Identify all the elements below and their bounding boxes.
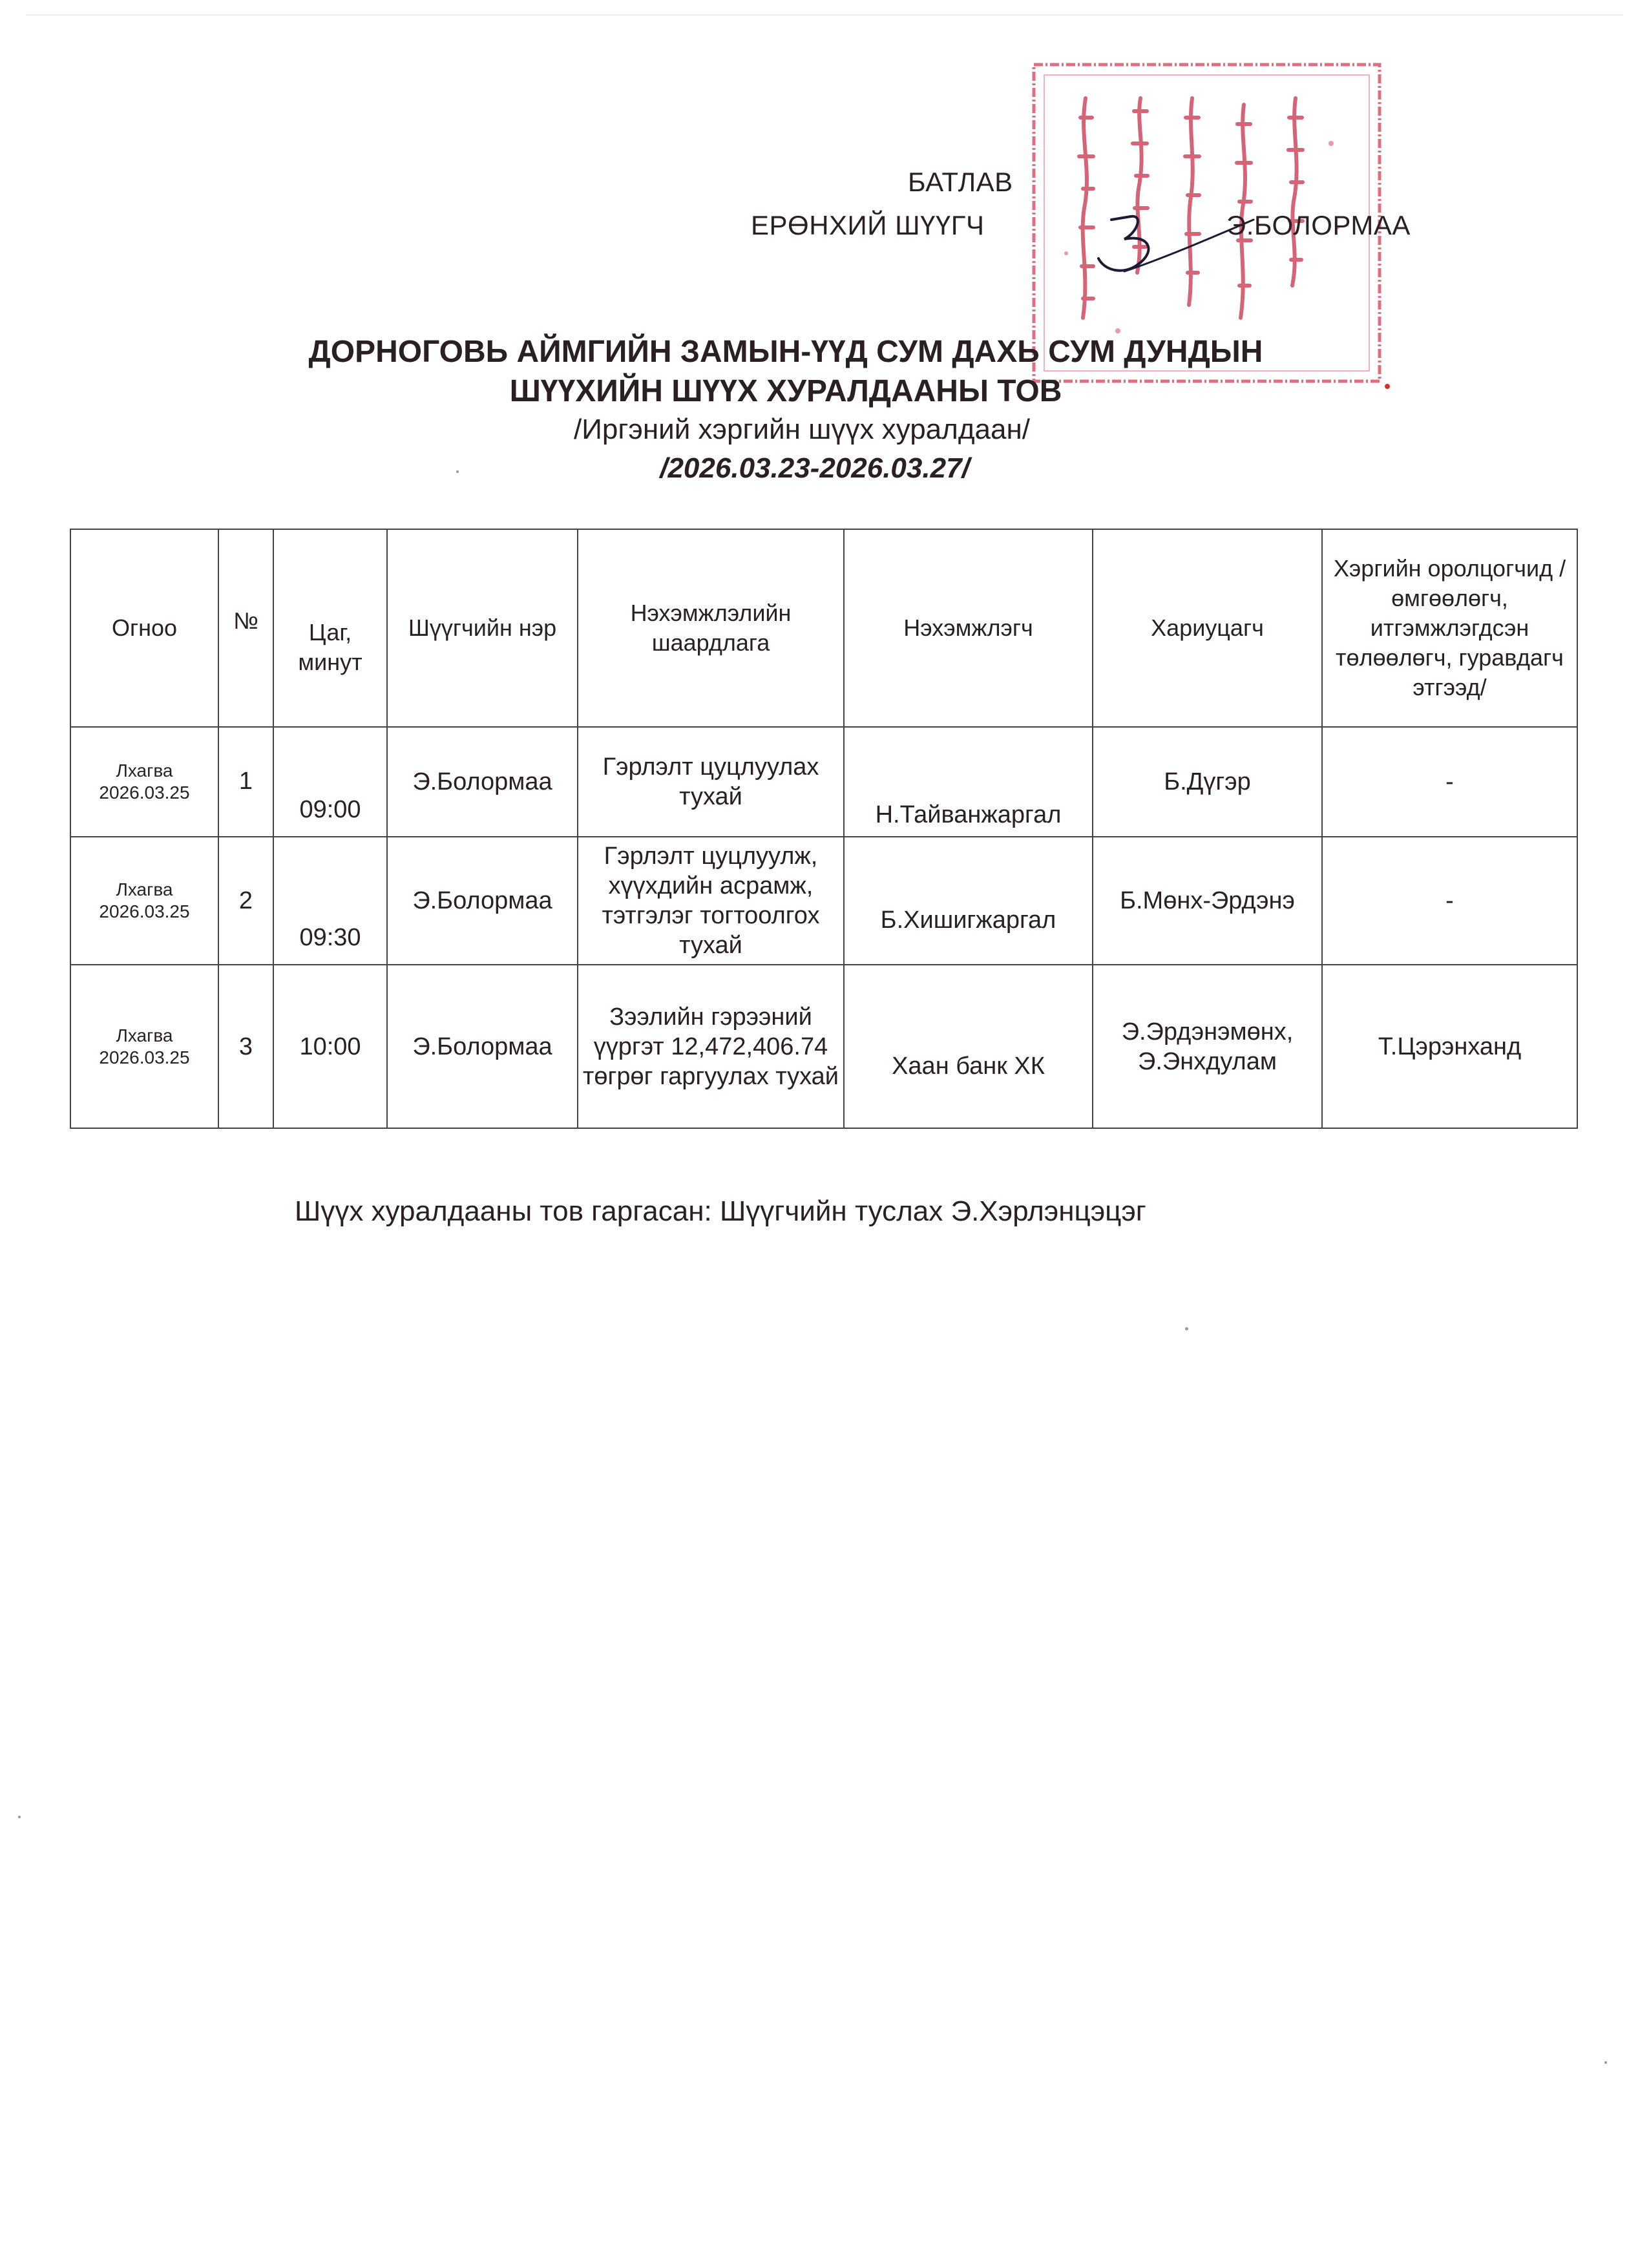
header-judge: Шүүгчийн нэр [387,529,578,727]
date-cell [70,837,218,965]
header-participants: Хэргийн оролцогчид /өмгөөлөгч, итгэмжлэгдсэн төлөөлөгч, гуравдагч этгээд/ [1322,529,1577,727]
judge-cell: Э.Болормаа [387,965,578,1128]
participants-cell: Т.Цэрэнханд [1322,965,1577,1128]
plaintiff-cell: Б.Хишигжаргал [844,837,1093,965]
claim-cell: Зээлийн гэрээний үүргэт 12,472,406.74 төгрөг гаргуулах тухай [578,965,844,1128]
handwritten-signature [1060,194,1266,291]
weekday: Лхагва [116,879,173,899]
time-cell: 09:00 [273,727,387,837]
header-plaintiff: Нэхэмжлэгч [844,529,1093,727]
plaintiff-cell: Хаан банк ХК [844,965,1093,1128]
scan-speck [1185,1327,1188,1330]
approver-title: ЕРӨНХИЙ ШҮҮГЧ [751,210,985,240]
prepared-by-note: Шүүх хуралдааны тов гаргасан: Шүүгчийн туслах Э.Хэрлэнцэцэг [295,1195,1146,1227]
date: 2026.03.25 [99,1047,190,1067]
claim-cell: Гэрлэлт цуцлуулж, хүүхдийн асрамж, тэтгэлэг тогтоолгох тухай [578,837,844,965]
defendant-cell: Б.Дүгэр [1093,727,1322,837]
date-cell [70,965,218,1128]
approver-name: Э.БОЛОРМАА [1226,210,1411,240]
date: 2026.03.25 [99,901,190,921]
header-defendant: Хариуцагч [1093,529,1322,727]
defendant-cell: Б.Мөнх-Эрдэнэ [1093,837,1322,965]
time-cell: 09:30 [273,837,387,965]
header-claim: Нэхэмжлэлийн шаардлага [578,529,844,727]
table-row [70,727,1577,837]
participants-cell: - [1322,727,1577,837]
number-cell: 2 [218,837,273,965]
claim-cell: Гэрлэлт цуцлуулах тухай [578,727,844,837]
document-subtitle: /Иргэний хэргийн шүүх хуралдаан/ [574,414,1030,445]
document-title-line1: ДОРНОГОВЬ АЙМГИЙН ЗАМЫН-ҮҮД СУМ ДАХЬ СУМ ДУНДЫН [308,335,1263,369]
scan-speck [1385,384,1390,389]
table-row [70,837,1577,965]
weekday: Лхагва [116,761,173,781]
date-range: /2026.03.23-2026.03.27/ [660,452,970,484]
scan-speck [18,1816,21,1818]
header-date: Огноо [70,529,218,727]
participants-cell: - [1322,837,1577,965]
header-time: Цаг, минут [273,529,387,727]
time-cell: 10:00 [273,965,387,1128]
judge-cell: Э.Болормаа [387,837,578,965]
approval-label: БАТЛАВ [908,167,1013,197]
date: 2026.03.25 [99,782,190,803]
scan-speck [1604,2061,1607,2064]
plaintiff-cell: Н.Тайванжаргал [844,727,1093,837]
hearing-schedule-table [70,529,1578,1129]
weekday: Лхагва [116,1025,173,1045]
table-row [70,965,1577,1128]
defendant-cell: Э.Эрдэнэмөнх, Э.Энхдулам [1093,965,1322,1128]
document-title-line2: ШҮҮХИЙН ШҮҮХ ХУРАЛДААНЫ ТОВ [509,374,1062,408]
header-number: № [218,529,273,727]
page-top-edge [26,14,1623,16]
date-cell [70,727,218,837]
table-header-row [70,529,1577,727]
judge-cell: Э.Болормаа [387,727,578,837]
number-cell: 1 [218,727,273,837]
scan-speck [456,470,459,473]
number-cell: 3 [218,965,273,1128]
